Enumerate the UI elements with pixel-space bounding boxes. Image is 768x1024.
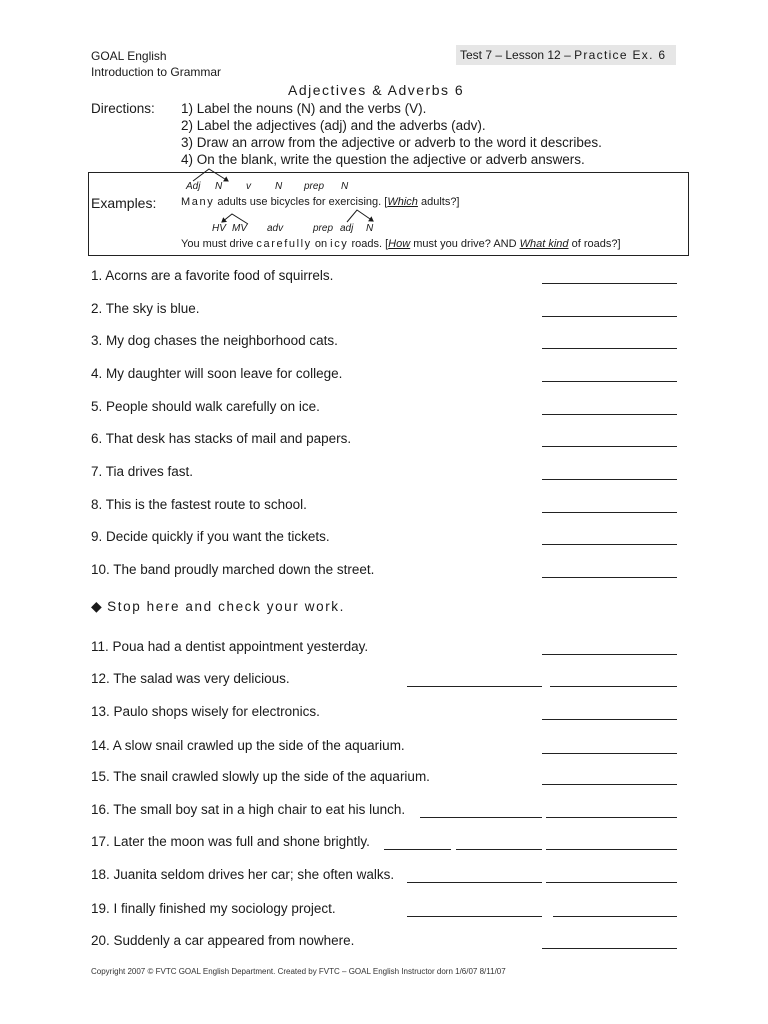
direction-item: 1) Label the nouns (N) and the verbs (V). xyxy=(181,101,427,116)
question-item: 3. My dog chases the neighborhood cats. xyxy=(91,333,338,348)
answer-blank[interactable] xyxy=(542,446,677,447)
example-text: must you drive? AND xyxy=(410,238,520,250)
answer-blank[interactable] xyxy=(542,479,677,480)
answer-blank[interactable] xyxy=(384,849,451,850)
answer-blank[interactable] xyxy=(542,381,677,382)
example-word: icy xyxy=(330,238,349,250)
example-tag: v xyxy=(246,181,251,192)
question-item: 10. The band proudly marched down the street. xyxy=(91,562,375,577)
example-tag: N xyxy=(215,181,223,192)
question-item: 19. I finally finished my sociology project. xyxy=(91,901,336,916)
answer-blank[interactable] xyxy=(542,719,677,720)
answer-blank[interactable] xyxy=(420,817,542,818)
question-item: 4. My daughter will soon leave for college. xyxy=(91,366,343,381)
answer-blank[interactable] xyxy=(546,882,677,883)
question-item: 12. The salad was very delicious. xyxy=(91,671,290,686)
answer-blank[interactable] xyxy=(550,686,677,687)
question-item: 11. Poua had a dentist appointment yesterday. xyxy=(91,639,369,654)
answer-blank[interactable] xyxy=(546,849,677,850)
example-word: carefully xyxy=(256,238,312,250)
answer-blank[interactable] xyxy=(542,512,677,513)
direction-item: 4) On the blank, write the question the adjective or adverb answers. xyxy=(181,152,585,167)
answer-blank[interactable] xyxy=(456,849,542,850)
diamond-icon: ◆ xyxy=(91,598,102,614)
answer-blank[interactable] xyxy=(407,882,542,883)
test-label xyxy=(456,45,676,65)
stop-text: Stop here and check your work. xyxy=(107,599,345,614)
question-item: 6. That desk has stacks of mail and papers. xyxy=(91,431,352,446)
question-item: 17. Later the moon was full and shone brightly. xyxy=(91,834,370,849)
org-name: GOAL English xyxy=(91,49,167,63)
question-item: 20. Suddenly a car appeared from nowhere. xyxy=(91,933,355,948)
example-text: adults?] xyxy=(417,196,460,208)
question-item: 16. The small boy sat in a high chair to eat his lunch. xyxy=(91,802,406,817)
example-text: of roads?] xyxy=(568,238,621,250)
example-tag: prep xyxy=(304,181,325,192)
question-item: 18. Juanita seldom drives her car; she often walks. xyxy=(91,867,395,882)
example-tag: Adj xyxy=(186,181,201,192)
example-question: What kind xyxy=(519,238,569,250)
directions-label: Directions: xyxy=(91,101,155,116)
examples-label: Examples: xyxy=(91,195,157,211)
question-item: 2. The sky is blue. xyxy=(91,301,200,316)
example-sentence-2 xyxy=(181,238,621,250)
example-question: Which xyxy=(387,196,418,208)
test-label-prefix: Test 7 – Lesson 12 – xyxy=(460,48,575,62)
answer-blank[interactable] xyxy=(542,348,677,349)
question-item: 14. A slow snail crawled up the side of the aquarium. xyxy=(91,738,405,753)
question-item: 9. Decide quickly if you want the tickets. xyxy=(91,529,330,544)
question-item: 5. People should walk carefully on ice. xyxy=(91,399,320,414)
question-item: 13. Paulo shops wisely for electronics. xyxy=(91,704,320,719)
example-text: roads. [ xyxy=(348,238,389,250)
example-tag: adj xyxy=(340,223,354,234)
answer-blank[interactable] xyxy=(542,577,677,578)
question-item: 8. This is the fastest route to school. xyxy=(91,497,307,512)
direction-item: 2) Label the adjectives (adj) and the adverbs (adv). xyxy=(181,118,486,133)
course-name: Introduction to Grammar xyxy=(91,65,222,79)
example-text: on xyxy=(311,238,331,250)
answer-blank[interactable] xyxy=(542,948,677,949)
answer-blank[interactable] xyxy=(407,686,542,687)
answer-blank[interactable] xyxy=(542,283,677,284)
direction-item: 3) Draw an arrow from the adjective or adverb to the word it describes. xyxy=(181,135,602,150)
answer-blank[interactable] xyxy=(542,316,677,317)
question-item: 15. The snail crawled slowly up the side of the aquarium. xyxy=(91,769,430,784)
answer-blank[interactable] xyxy=(546,817,677,818)
example-sentence-1 xyxy=(181,196,460,208)
answer-blank[interactable] xyxy=(407,916,542,917)
example-tag: prep xyxy=(313,223,334,234)
question-item: 1. Acorns are a favorite food of squirrels. xyxy=(91,268,334,283)
answer-blank[interactable] xyxy=(542,784,677,785)
answer-blank[interactable] xyxy=(553,916,677,917)
answer-blank[interactable] xyxy=(542,414,677,415)
example-word: Many xyxy=(181,196,215,208)
example-text: adults use bicycles for exercising. [ xyxy=(214,196,388,208)
question-item: 7. Tia drives fast. xyxy=(91,464,194,479)
test-label-suffix: Practice Ex. 6 xyxy=(574,48,667,62)
example-question: How xyxy=(388,238,411,250)
example-tag: HV xyxy=(212,223,226,234)
page-title: Adjectives & Adverbs 6 xyxy=(288,82,465,98)
answer-blank[interactable] xyxy=(542,753,677,754)
footer-copyright: Copyright 2007 © FVTC GOAL English Department. Created by FVTC – GOAL English Instructor dorn 1/6/07 8/11/07 xyxy=(91,967,506,976)
example-tag: adv xyxy=(267,223,284,234)
answer-blank[interactable] xyxy=(542,654,677,655)
example-tag: N xyxy=(341,181,349,192)
answer-blank[interactable] xyxy=(542,544,677,545)
example-text: You must drive xyxy=(181,238,257,250)
example-tag: N xyxy=(275,181,283,192)
example-tag: N xyxy=(366,223,374,234)
example-tag: MV xyxy=(232,223,247,234)
stop-instruction xyxy=(91,598,345,615)
